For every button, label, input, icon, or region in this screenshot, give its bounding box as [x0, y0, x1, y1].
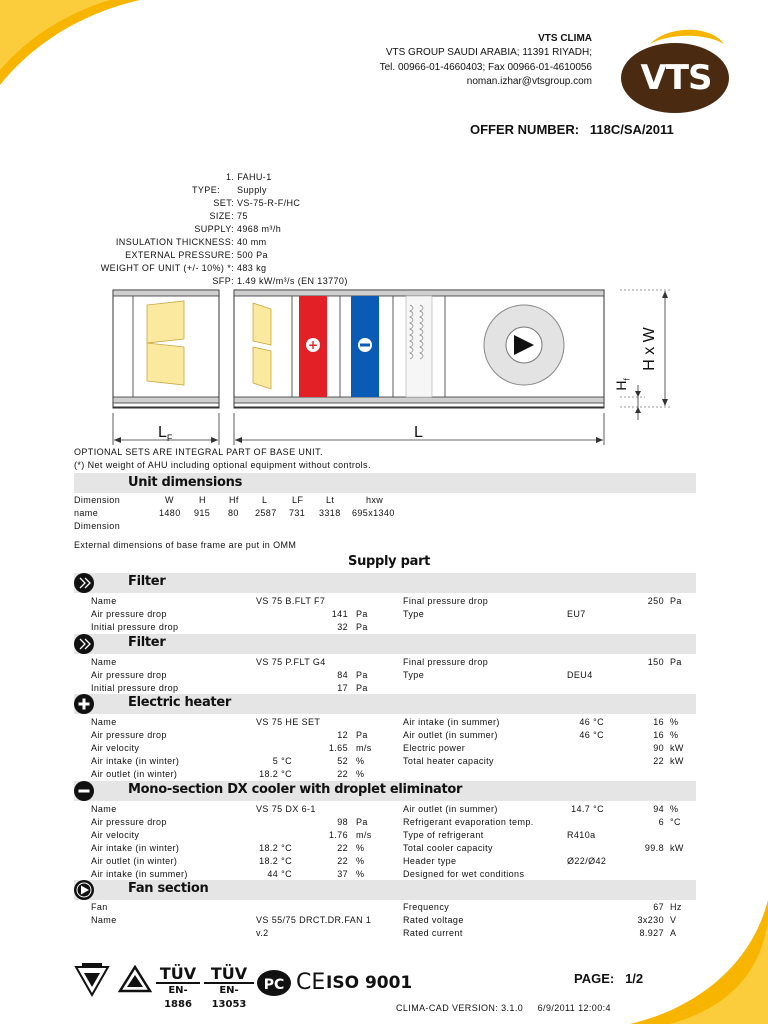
- page-value: 1/2: [625, 971, 644, 986]
- filter1-row-value: EU7: [567, 609, 586, 619]
- iso-9001-mark: ISO 9001: [326, 973, 413, 993]
- filter2-row-value: 17: [337, 683, 348, 693]
- cooler-row-temp: 18.2 °C: [259, 843, 292, 853]
- heater-row-value: 52: [337, 756, 348, 766]
- heater-header: [74, 694, 696, 714]
- filter1-row-value: 250: [647, 596, 664, 606]
- heater-row-value: 12: [337, 730, 348, 740]
- label-hf: [613, 378, 632, 390]
- fan-row: Rated current: [403, 928, 463, 938]
- cooler-row: Designed for wet conditions: [403, 869, 525, 879]
- heater-row-value: 16: [653, 730, 664, 740]
- dim-header-lt: Lt: [326, 495, 335, 505]
- info-value: 483 kg: [237, 263, 267, 273]
- filter1-row-value: 141: [331, 609, 348, 619]
- cooler-row: Header type: [403, 856, 457, 866]
- note-optional-sets: OPTIONAL SETS ARE INTEGRAL PART OF BASE UNIT.: [74, 447, 323, 457]
- cooler-row: Name: [91, 804, 117, 814]
- cooler-row-unit: %: [670, 804, 679, 814]
- dim-header-hxw: hxw: [366, 495, 384, 505]
- cooler-row-unit: m/s: [356, 830, 372, 840]
- filter2-row-value: 150: [647, 657, 664, 667]
- tuv-en1886-bottom: EN-1886: [164, 985, 192, 1010]
- info-key: SET:: [213, 198, 234, 208]
- company-email[interactable]: noman.izhar@vtsgroup.com: [466, 76, 592, 87]
- fan-row: Fan: [91, 902, 108, 912]
- cooler-row-value: 6: [658, 817, 664, 827]
- offer-label: OFFER NUMBER:: [470, 122, 580, 137]
- cooler-row-unit: °C: [670, 817, 681, 827]
- heater-row-value: 22: [653, 756, 664, 766]
- info-key: SFP:: [212, 276, 234, 286]
- cooler-row-value: 94: [653, 804, 664, 814]
- dim-header-h: H: [199, 495, 206, 505]
- cooler-row: Type of refrigerant: [403, 830, 484, 840]
- clima-cad-version: CLIMA-CAD VERSION: 3.1.0 6/9/2011 12:00:4: [396, 1003, 611, 1013]
- page-label: PAGE:: [574, 971, 615, 986]
- filter1-row-unit: Pa: [670, 596, 682, 606]
- filter2-row-unit: Pa: [356, 683, 368, 693]
- cooler-row-value: VS 75 DX 6-1: [256, 804, 316, 814]
- cooler-row-text: R410a: [567, 830, 596, 840]
- company-name: VTS CLIMA: [538, 33, 592, 44]
- fan-header: [74, 880, 696, 900]
- dim-value-l: 2587: [255, 508, 277, 518]
- heater-row-value: VS 75 HE SET: [256, 717, 321, 727]
- supply-part-title: Supply part: [348, 554, 431, 569]
- vts-logo: [620, 22, 732, 114]
- heater-row: Name: [91, 717, 117, 727]
- plus-icon: [74, 694, 94, 714]
- dim-header-l: L: [262, 495, 268, 505]
- cooler-row: Refrigerant evaporation temp.: [403, 817, 534, 827]
- info-value: 75: [237, 211, 248, 221]
- filter1-row: Type: [403, 609, 425, 619]
- filter1-row-value: VS 75 B.FLT F7: [256, 596, 326, 606]
- filter1-row-unit: Pa: [356, 622, 368, 632]
- heater-row: Air intake (in winter): [91, 756, 180, 766]
- tuv-en1886: [156, 965, 200, 1012]
- info-key: SIZE:: [209, 211, 234, 221]
- heater-row: Electric power: [403, 743, 466, 753]
- dim-value-lt: 3318: [319, 508, 341, 518]
- dim-value-h: 915: [194, 508, 211, 518]
- cooler-row: Air outlet (in summer): [403, 804, 498, 814]
- info-key: SUPPLY:: [194, 224, 234, 234]
- info-value: 1.49 kW/m³/s (EN 13770): [237, 276, 348, 286]
- fan-row: Frequency: [403, 902, 450, 912]
- unit-dimensions-header: [74, 473, 696, 493]
- cooler-row-unit: %: [356, 869, 365, 879]
- filter2-row: Final pressure drop: [403, 657, 489, 667]
- cooler-row: Air intake (in summer): [91, 869, 188, 879]
- company-address: VTS GROUP SAUDI ARABIA; 11391 RIYADH;: [385, 47, 592, 58]
- tuv-en13053: [204, 965, 254, 1012]
- cooler-row-value: 99.8: [644, 843, 664, 853]
- cooler-row-temp: 44 °C: [267, 869, 292, 879]
- label-hxw: H x W: [640, 327, 658, 371]
- dim-row-label-1: Dimension: [74, 495, 121, 505]
- fan-row-value: 67: [653, 902, 664, 912]
- cooler-header: [74, 781, 696, 801]
- heater-row-unit: %: [670, 730, 679, 740]
- ce-mark: CE: [296, 970, 326, 995]
- page-indicator: [574, 971, 643, 986]
- heater-row-temp: 46 °C: [579, 717, 604, 727]
- cooler-row: Air velocity: [91, 830, 140, 840]
- cooler-row-unit: kW: [670, 843, 684, 853]
- ahu-drawing: [100, 285, 680, 450]
- fan-row-unit: Hz: [670, 902, 682, 912]
- dim-row-label-3: Dimension: [74, 521, 121, 531]
- cooler-row-temp: 14.7 °C: [571, 804, 604, 814]
- info-value: 500 Pa: [237, 250, 268, 260]
- company-phone: Tel. 00966-01-4660403; Fax 00966-01-4610056: [379, 62, 592, 73]
- filter-icon: [74, 634, 94, 654]
- heater-row: Air pressure drop: [91, 730, 167, 740]
- fan-row: Rated voltage: [403, 915, 464, 925]
- heater-row-temp: 5 °C: [272, 756, 292, 766]
- dim-value-hxw: 695x1340: [352, 508, 395, 518]
- cooler-row-unit: %: [356, 856, 365, 866]
- heater-row-unit: Pa: [356, 730, 368, 740]
- info-value: 4968 m³/h: [237, 224, 282, 234]
- dim-header-lf: LF: [292, 495, 304, 505]
- offer-number: [470, 122, 674, 137]
- fan-row: Name: [91, 915, 117, 925]
- module-bag-filter: [113, 290, 219, 408]
- heater-row: Total heater capacity: [403, 756, 494, 766]
- logo-text: VTS: [640, 58, 712, 98]
- svg-text:PC: PC: [263, 977, 285, 993]
- fan-row-unit: V: [670, 915, 677, 925]
- cooler-row-text: Ø22/Ø42: [567, 856, 607, 866]
- heater-row-unit: m/s: [356, 743, 372, 753]
- dim-value-hf: 80: [228, 508, 239, 518]
- heater-row-unit: %: [670, 717, 679, 727]
- fan-row-unit: A: [670, 928, 677, 938]
- cooler-row-value: 37: [337, 869, 348, 879]
- filter1-title: Filter: [128, 574, 166, 589]
- heater-row-unit: kW: [670, 756, 684, 766]
- filter2-row: Initial pressure drop: [91, 683, 179, 693]
- fan-row-value: v.2: [256, 928, 269, 938]
- module-main-unit: [234, 290, 604, 408]
- note-net-weight: (*) Net weight of AHU including optional equipment without controls.: [74, 460, 371, 470]
- filter1-header: [74, 573, 696, 593]
- label-l: L: [414, 424, 423, 441]
- info-key: INSULATION THICKNESS:: [115, 237, 234, 247]
- heater-row-value: 16: [653, 717, 664, 727]
- heater-row-unit: %: [356, 756, 365, 766]
- filter2-header: [74, 634, 696, 654]
- heater-row-value: 22: [337, 769, 348, 779]
- fan-title: Fan section: [128, 881, 209, 896]
- info-key: EXTERNAL PRESSURE:: [125, 250, 234, 260]
- cooler-row-temp: 18.2 °C: [259, 856, 292, 866]
- dim-footnote: External dimensions of base frame are put in OMM: [74, 540, 297, 550]
- filter2-row-value: DEU4: [567, 670, 593, 680]
- minus-icon: [74, 781, 94, 801]
- heater-row: Air outlet (in summer): [403, 730, 498, 740]
- label-lf-sub: F: [166, 433, 173, 444]
- filter1-row: Final pressure drop: [403, 596, 489, 606]
- eurovent-mark-icon: [74, 963, 110, 999]
- cooler-row: Air pressure drop: [91, 817, 167, 827]
- tuv-en1886-top: TÜV: [156, 965, 200, 984]
- filter2-row: Type: [403, 670, 425, 680]
- info-value: Supply: [237, 185, 267, 195]
- filter1-row-value: 32: [337, 622, 348, 632]
- heater-row-temp: 18.2 °C: [259, 769, 292, 779]
- svg-text:+: +: [307, 338, 319, 352]
- filter1-row: Name: [91, 596, 117, 606]
- offer-value: 118C/SA/2011: [589, 122, 674, 137]
- cooler-row-unit: Pa: [356, 817, 368, 827]
- cooler-title: Mono-section DX cooler with droplet eliminator: [128, 782, 463, 797]
- cooler-row-value: 98: [337, 817, 348, 827]
- heater-row-value: 90: [653, 743, 664, 753]
- dim-header-hf: Hf: [229, 495, 239, 505]
- heater-row-temp: 46 °C: [579, 730, 604, 740]
- tuv-en13053-top: TÜV: [204, 965, 254, 984]
- filter2-row-value: VS 75 P.FLT G4: [256, 657, 326, 667]
- tuv-en13053-bottom: EN-13053: [211, 985, 247, 1010]
- heater-row: Air velocity: [91, 743, 140, 753]
- label-lf: [158, 424, 172, 443]
- top-left-swoosh: [0, 0, 140, 90]
- cooler-row-value: 22: [337, 843, 348, 853]
- heater-row: Air outlet (in winter): [91, 769, 178, 779]
- fan-row-value: VS 55/75 DRCT.DR.FAN 1: [256, 915, 372, 925]
- filter1-row: Initial pressure drop: [91, 622, 179, 632]
- heater-row-unit: kW: [670, 743, 684, 753]
- unit-dimensions-title: Unit dimensions: [128, 475, 243, 490]
- fan-row-value: 3x230: [637, 915, 664, 925]
- filter1-row-unit: Pa: [356, 609, 368, 619]
- filter2-row: Name: [91, 657, 117, 667]
- certification-logos: [74, 963, 413, 1010]
- info-value: 40 mm: [237, 237, 267, 247]
- filter2-row-unit: Pa: [356, 670, 368, 680]
- info-value: VS-75-R-F/HC: [237, 198, 301, 208]
- safety-mark-icon: [118, 965, 152, 997]
- label-hf-main: H: [612, 380, 629, 391]
- cooler-row: Air intake (in winter): [91, 843, 180, 853]
- cooler-row-value: 22: [337, 856, 348, 866]
- rostest-mark-icon: [256, 969, 292, 997]
- label-lf-main: L: [158, 424, 167, 441]
- filter2-row: Air pressure drop: [91, 670, 167, 680]
- dim-header-w: W: [165, 495, 174, 505]
- filter1-row: Air pressure drop: [91, 609, 167, 619]
- dim-value-w: 1480: [159, 508, 181, 518]
- fan-row-value: 8.927: [639, 928, 664, 938]
- heater-row: Air intake (in summer): [403, 717, 500, 727]
- fan-icon: [74, 880, 94, 900]
- filter-icon: [74, 573, 94, 593]
- cooler-row: Total cooler capacity: [403, 843, 493, 853]
- info-value: 1. FAHU-1: [226, 172, 272, 182]
- filter2-title: Filter: [128, 635, 166, 650]
- heater-row-unit: %: [356, 769, 365, 779]
- heater-title: Electric heater: [128, 695, 231, 710]
- dim-value-lf: 731: [289, 508, 306, 518]
- cooler-row-unit: %: [356, 843, 365, 853]
- info-key: TYPE:: [191, 185, 220, 195]
- label-hf-sub: f: [622, 378, 632, 381]
- heater-row-value: 1.65: [328, 743, 348, 753]
- cooler-row-value: 1.76: [328, 830, 348, 840]
- filter2-row-unit: Pa: [670, 657, 682, 667]
- info-key: WEIGHT OF UNIT (+/- 10%) *:: [100, 263, 234, 273]
- dim-row-label-2: name: [74, 508, 99, 518]
- cooler-row: Air outlet (in winter): [91, 856, 178, 866]
- filter2-row-value: 84: [337, 670, 348, 680]
